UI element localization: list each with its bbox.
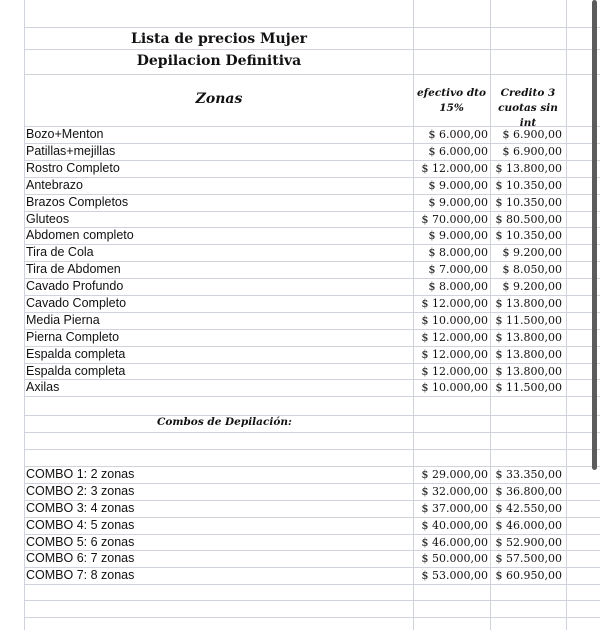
zone-name: COMBO 4: 5 zonas [26, 518, 135, 532]
zone-name: COMBO 5: 6 zonas [26, 535, 135, 549]
grid-row-line [24, 449, 600, 450]
zone-name: Antebrazo [26, 178, 83, 192]
efectivo-column-header [413, 86, 490, 116]
credito-price: $ 6.900,00 [502, 145, 562, 158]
efectivo-price: $ 32.000,00 [421, 485, 488, 498]
sheet-subtitle: Depilacion Definitiva [136, 53, 302, 69]
efectivo-price: $ 12.000,00 [421, 297, 488, 310]
grid-row-line [24, 600, 600, 601]
zone-name: Brazos Completos [26, 195, 129, 209]
table-row[interactable] [24, 517, 600, 534]
credito-price: $ 6.900,00 [502, 128, 562, 141]
efectivo-price: $ 37.000,00 [421, 502, 488, 515]
credito-header-line1: Credito 3 [500, 87, 556, 99]
efectivo-header-line1: efectivo dto [416, 87, 487, 99]
zone-name: Media Pierna [26, 313, 100, 327]
efectivo-price: $ 9.000,00 [428, 196, 488, 209]
grid-row-line [24, 27, 600, 28]
table-row[interactable] [24, 211, 600, 228]
efectivo-price: $ 12.000,00 [421, 365, 488, 378]
zone-name: Axilas [26, 380, 60, 394]
credito-price: $ 10.350,00 [495, 196, 562, 209]
zone-name: Rostro Completo [26, 161, 120, 175]
table-row[interactable] [24, 261, 600, 278]
credito-price: $ 46.000,00 [495, 519, 562, 532]
zone-name: Cavado Profundo [26, 279, 124, 293]
credito-price: $ 11.500,00 [495, 381, 562, 394]
grid-row-line [24, 415, 600, 416]
efectivo-price: $ 8.000,00 [428, 280, 488, 293]
sheet-title: Lista de precios Mujer [130, 31, 308, 47]
table-row[interactable] [24, 295, 600, 312]
table-row[interactable] [24, 483, 600, 500]
credito-price: $ 33.350,00 [495, 468, 562, 481]
zone-name: Tira de Cola [26, 245, 94, 259]
credito-column-header [490, 86, 566, 131]
zone-name: Bozo+Menton [26, 127, 104, 141]
table-row[interactable] [24, 363, 600, 380]
efectivo-price: $ 6.000,00 [428, 128, 488, 141]
table-row[interactable] [24, 312, 600, 329]
table-row[interactable] [24, 143, 600, 160]
zone-name: Patillas+mejillas [26, 144, 116, 158]
grid-row-line [24, 584, 600, 585]
grid-row-line [24, 432, 600, 433]
zone-name: Gluteos [26, 212, 70, 226]
efectivo-price: $ 12.000,00 [421, 331, 488, 344]
efectivo-price: $ 12.000,00 [421, 348, 488, 361]
credito-price: $ 8.050,00 [502, 263, 562, 276]
credito-price: $ 60.950,00 [495, 569, 562, 582]
credito-header-line2: cuotas sin int [498, 102, 558, 129]
efectivo-header-line2: 15% [439, 102, 464, 114]
table-row[interactable] [24, 534, 600, 551]
efectivo-price: $ 50.000,00 [421, 552, 488, 565]
grid-row-line [24, 74, 600, 75]
table-row[interactable] [24, 227, 600, 244]
credito-price: $ 80.500,00 [495, 213, 562, 226]
grid-row-line [24, 396, 600, 397]
table-row[interactable] [24, 160, 600, 177]
credito-price: $ 11.500,00 [495, 314, 562, 327]
credito-price: $ 13.800,00 [495, 365, 562, 378]
efectivo-price: $ 53.000,00 [421, 569, 488, 582]
credito-price: $ 57.500,00 [495, 552, 562, 565]
table-row[interactable] [24, 379, 600, 396]
grid-row-line [24, 49, 600, 50]
scrollbar[interactable] [592, 0, 597, 470]
credito-price: $ 42.550,00 [495, 502, 562, 515]
credito-price: $ 9.200,00 [502, 280, 562, 293]
grid-row-line [24, 617, 600, 618]
zone-name: COMBO 1: 2 zonas [26, 467, 135, 481]
zone-name: Pierna Completo [26, 330, 120, 344]
credito-price: $ 13.800,00 [495, 348, 562, 361]
efectivo-price: $ 12.000,00 [421, 162, 488, 175]
efectivo-price: $ 29.000,00 [421, 468, 488, 481]
efectivo-price: $ 46.000,00 [421, 536, 488, 549]
credito-price: $ 10.350,00 [495, 179, 562, 192]
zone-name: Espalda completa [26, 364, 126, 378]
efectivo-price: $ 7.000,00 [428, 263, 488, 276]
efectivo-price: $ 9.000,00 [428, 229, 488, 242]
efectivo-price: $ 6.000,00 [428, 145, 488, 158]
zone-name: Espalda completa [26, 347, 126, 361]
credito-price: $ 9.200,00 [502, 246, 562, 259]
efectivo-price: $ 70.000,00 [421, 213, 488, 226]
table-row[interactable] [24, 177, 600, 194]
zone-name: Cavado Completo [26, 296, 127, 310]
efectivo-price: $ 10.000,00 [421, 381, 488, 394]
zone-name: COMBO 3: 4 zonas [26, 501, 135, 515]
credito-price: $ 13.800,00 [495, 297, 562, 310]
credito-price: $ 10.350,00 [495, 229, 562, 242]
table-row[interactable] [24, 329, 600, 346]
credito-price: $ 36.800,00 [495, 485, 562, 498]
zone-name: COMBO 2: 3 zonas [26, 484, 135, 498]
zone-name: Tira de Abdomen [26, 262, 121, 276]
efectivo-price: $ 9.000,00 [428, 179, 488, 192]
efectivo-price: $ 10.000,00 [421, 314, 488, 327]
zone-name: COMBO 6: 7 zonas [26, 551, 135, 565]
credito-price: $ 13.800,00 [495, 331, 562, 344]
credito-price: $ 13.800,00 [495, 162, 562, 175]
table-row[interactable] [24, 466, 600, 483]
table-row[interactable] [24, 346, 600, 363]
credito-price: $ 52.900,00 [495, 536, 562, 549]
table-row[interactable] [24, 194, 600, 211]
efectivo-price: $ 40.000,00 [421, 519, 488, 532]
table-row[interactable] [24, 278, 600, 295]
zonas-header: Zonas [195, 91, 243, 107]
table-row[interactable] [24, 550, 600, 567]
zone-name: Abdomen completo [26, 228, 134, 242]
zone-name: COMBO 7: 8 zonas [26, 568, 135, 582]
table-row[interactable] [24, 567, 600, 584]
table-row[interactable] [24, 126, 600, 143]
table-row[interactable] [24, 244, 600, 261]
combos-title: Combos de Depilación: [157, 416, 292, 428]
table-row[interactable] [24, 500, 600, 517]
efectivo-price: $ 8.000,00 [428, 246, 488, 259]
